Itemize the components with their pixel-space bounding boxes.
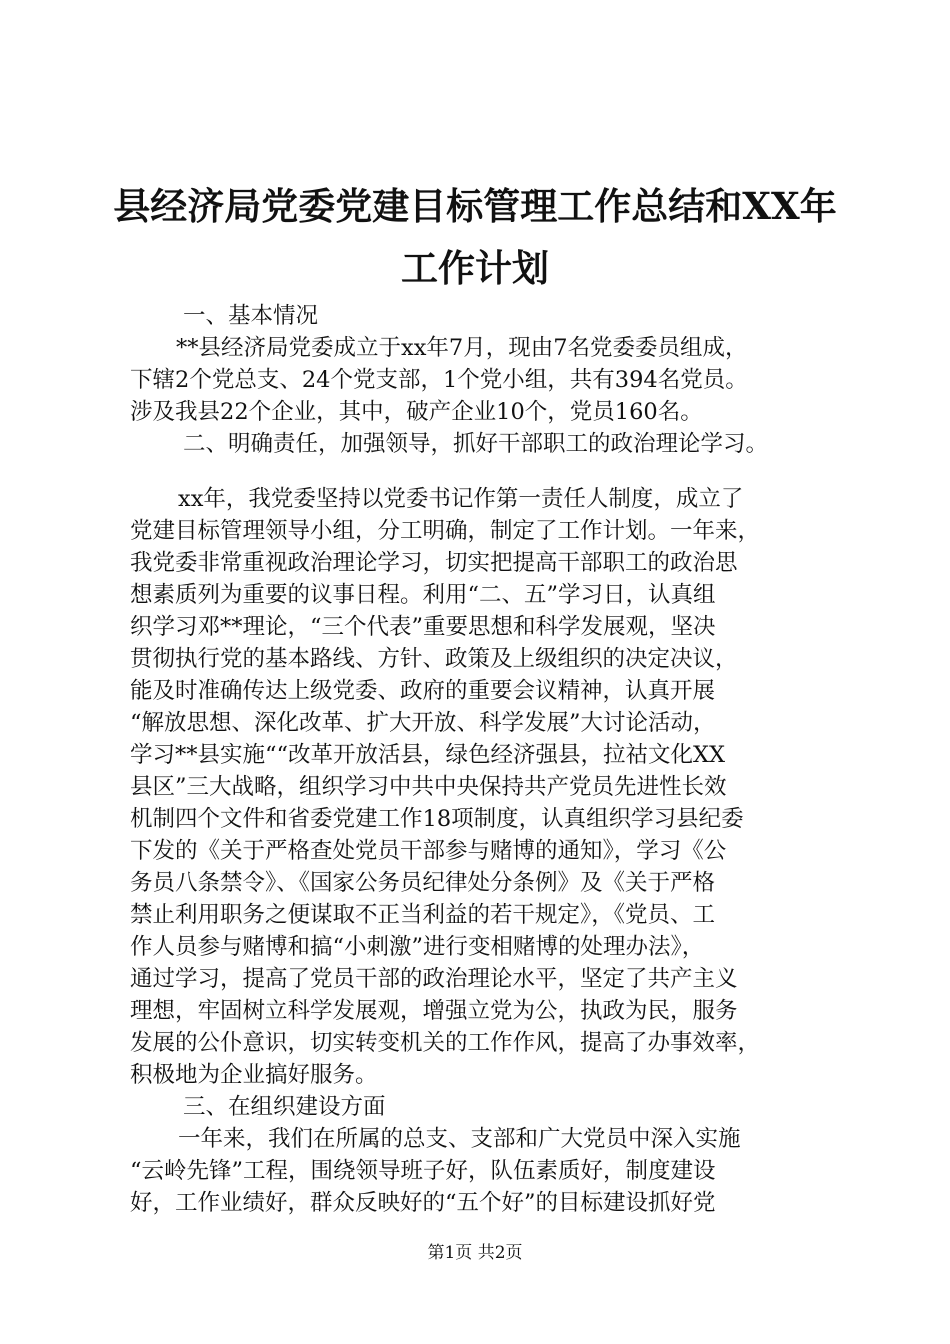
section-heading-3: 三、在组织建设方面: [183, 1094, 386, 1120]
paragraph-line: 下发的《关于严格查处党员干部参与赌博的通知》，学习《公: [130, 838, 727, 864]
paragraph-line: “云岭先锋”工程，围绕领导班子好，队伍素质好，制度建设: [130, 1158, 716, 1184]
paragraph-line: 党建目标管理领导小组，分工明确，制定了工作计划。一年来，: [130, 518, 761, 544]
paragraph-line: 机制四个文件和省委党建工作18项制度，认真组织学习县纪委: [130, 806, 744, 832]
paragraph-line: 我党委非常重视政治理论学习，切实把提高干部职工的政治思: [130, 550, 738, 576]
paragraph-line: **县经济局党委成立于xx年7月，现由7名党委委员组成，: [176, 335, 748, 361]
paragraph-line: 能及时准确传达上级党委、政府的重要会议精神，认真开展: [130, 678, 716, 704]
paragraph-line: 好，工作业绩好，群众反映好的“五个好”的目标建设抓好党: [130, 1190, 716, 1216]
paragraph-line: 贯彻执行党的基本路线、方针、政策及上级组织的决定决议，: [130, 646, 738, 672]
paragraph-line: 作人员参与赌博和搞“小刺激”进行变相赌博的处理办法》，: [130, 934, 705, 960]
section-heading-2: 二、明确责任，加强领导，抓好干部职工的政治理论学习。: [183, 431, 769, 457]
paragraph-line: 涉及我县22个企业，其中，破产企业10个，党员160名。: [130, 399, 703, 425]
paragraph-line: “解放思想、深化改革、扩大开放、科学发展”大讨论活动，: [130, 710, 716, 736]
paragraph-line: 禁止利用职务之便谋取不正当利益的若干规定》，《党员、工: [130, 902, 716, 928]
paragraph-line: 一年来，我们在所属的总支、支部和广大党员中深入实施: [178, 1126, 741, 1152]
paragraph-line: 务员八条禁令》、《国家公务员纪律处分条例》及《关于严格: [130, 870, 716, 896]
paragraph-line: 学习**县实施““改革开放活县，绿色经济强县，拉祜文化XX: [130, 742, 726, 768]
paragraph-line: 下辖2个党总支、24个党支部，1个党小组，共有394名党员。: [130, 367, 748, 393]
page-footer: 第1页 共2页: [427, 1243, 523, 1263]
paragraph-line: 通过学习，提高了党员干部的政治理论水平，坚定了共产主义: [130, 966, 738, 992]
paragraph-line: xx年，我党委坚持以党委书记作第一责任人制度，成立了: [178, 486, 744, 512]
page-title-line-1: 县经济局党委党建目标管理工作总结和XX年: [113, 184, 837, 228]
paragraph-line: 织学习邓**理论，“三个代表”重要思想和科学发展观，坚决: [130, 614, 716, 640]
paragraph-line: 发展的公仆意识，切实转变机关的工作作风，提高了办事效率，: [130, 1030, 761, 1056]
section-heading-1: 一、基本情况: [183, 303, 319, 329]
paragraph-line: 想素质列为重要的议事日程。利用“二、五”学习日，认真组: [130, 582, 716, 608]
paragraph-line: 理想，牢固树立科学发展观，增强立党为公，执政为民，服务: [130, 998, 738, 1024]
paragraph-line: 积极地为企业搞好服务。: [130, 1062, 378, 1088]
paragraph-line: 县区”三大战略，组织学习中共中央保持共产党员先进性长效: [130, 774, 727, 800]
page-title-line-2: 工作计划: [401, 246, 549, 290]
